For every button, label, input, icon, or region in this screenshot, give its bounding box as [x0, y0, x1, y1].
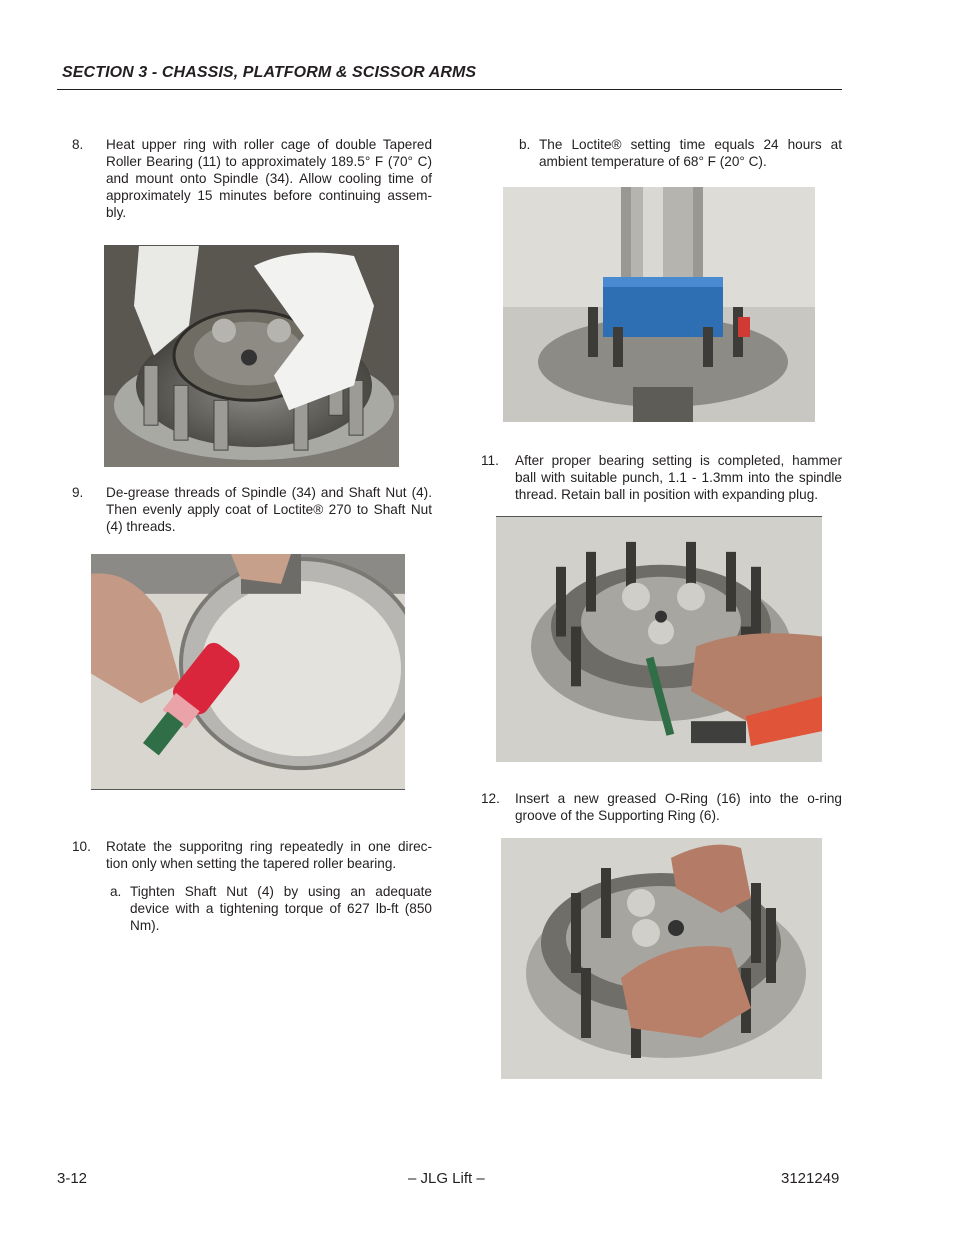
photo-o-ring-insertion [501, 838, 822, 1079]
step-text: The Loctite® setting time equals 24 hours at ambient temperature of 68° F (20° C). [539, 137, 842, 169]
step-9 [72, 484, 432, 535]
page-number: 3-12 [57, 1170, 88, 1187]
substep-letter: b. [519, 137, 531, 152]
step-text: Heat upper ring with roller cage of double Tapered Roller Bearing (11) to approximately 189.5° F (70° C) and mount onto Spindle (34). Allow cooling time of approximately 15 minutes before continuing assem- bly. [106, 137, 432, 220]
step-11 [481, 452, 842, 503]
step-number: 12. [481, 791, 500, 806]
step-text: De-grease threads of Spindle (34) and Shaft Nut (4). Then evenly apply coat of Loctite® 270 to Shaft Nut (4) threads. [106, 485, 432, 534]
step-10 [72, 838, 432, 872]
step-text: Tighten Shaft Nut (4) by using an adequate device with a tightening torque of 627 lb-ft (850 Nm). [130, 884, 432, 933]
step-10a [110, 883, 432, 934]
step-10b [519, 136, 842, 170]
step-text: Insert a new greased O-Ring (16) into the o-ring groove of the Supporting Ring (6). [515, 791, 842, 823]
photo-shaft-nut-tightening [503, 187, 815, 422]
step-number: 10. [72, 839, 91, 854]
photo-loctite-application [91, 554, 405, 790]
step-text: Rotate the supporitng ring repeatedly in one direc- tion only when setting the tapered roller bearing. [106, 839, 432, 871]
step-text: After proper bearing setting is completed, hammer ball with suitable punch, 1.1 - 1.3mm into the spindle thread. Retain ball in position with expanding plug. [515, 453, 842, 502]
substep-letter: a. [110, 884, 122, 899]
document-number: 3121249 [781, 1170, 840, 1187]
step-number: 11. [481, 453, 499, 468]
step-8 [72, 136, 432, 221]
header-divider [57, 89, 842, 90]
footer-center-text: – JLG Lift – [408, 1170, 485, 1187]
photo-upper-ring-mounting [104, 245, 399, 467]
step-number: 9. [72, 485, 84, 500]
photo-hammer-ball-punch [496, 516, 822, 762]
step-12 [481, 790, 842, 824]
section-title: SECTION 3 - CHASSIS, PLATFORM & SCISSOR ARMS [62, 64, 477, 81]
step-number: 8. [72, 137, 84, 152]
